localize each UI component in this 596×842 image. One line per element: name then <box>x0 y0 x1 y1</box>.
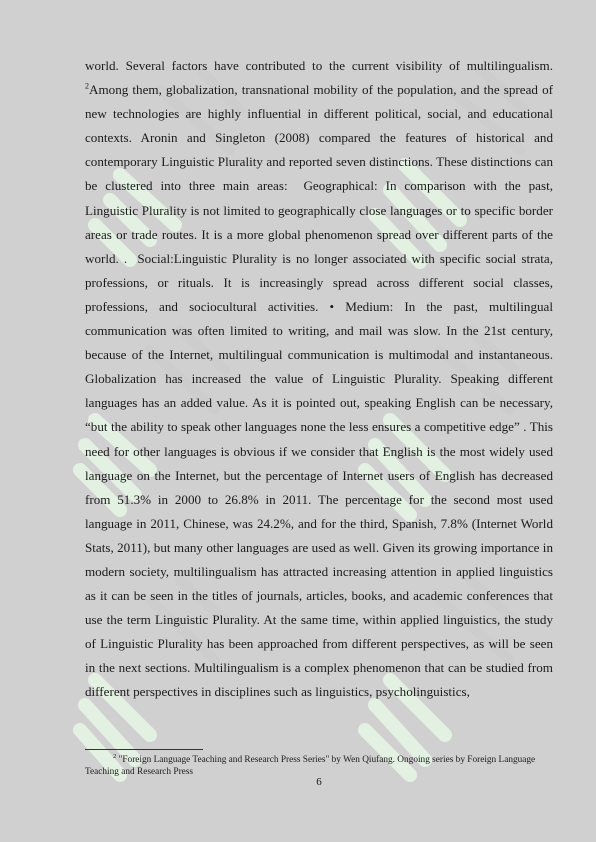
footnote-text: "Foreign Language Teaching and Research Press Series" by Wen Qiufang. Ongoing series by Foreign Language Teaching and Research Press <box>85 755 536 777</box>
footnote-marker: 2 <box>113 752 117 760</box>
footnote-reference[interactable]: 2 <box>85 81 89 91</box>
paragraph-start: world. Several factors have contributed to the current visibility of multilingualism. <box>85 58 553 73</box>
page-number: 6 <box>316 776 322 788</box>
footnote-separator <box>85 749 203 750</box>
body-paragraph <box>85 54 553 705</box>
footnote <box>85 754 543 778</box>
paragraph-rest: Among them, globalization, transnational mobility of the population, and the spread of new technologies are highly influential in different political, social, and educational contexts. Aronin and Singleton (2008) compared the features of historical and contemporary Linguistic Plurality and reported seven distinctions. These distinctions can be clustered into three main areas: Geographical: In comparison with the past, Linguistic Plurality is not limited to geographically close languages or to specific border areas or trade routes. It is a more global phenomenon spread over different parts of the world. . Social:Linguistic Plurality is no longer associated with specific social strata, professions, or rituals. It is increasingly spread across different social classes, professions, and sociocultural activities. • Medium: In the past, multilingual communication was often limited to writing, and mail was slow. In the 21st century, because of the Internet, multilingual communication is multimodal and instantaneous. Globalization has increased the value of Linguistic Plurality. Speaking different languages has an added value. As it is pointed out, speaking English can be necessary, “but the ability to speak other languages none the less ensures a competitive edge” . This need for other languages is obvious if we consider that English is the most widely used language on the Internet, but the percentage of Internet users of English has decreased from 51.3% in 2000 to 26.8% in 2011. The percentage for the second most used language in 2011, Chinese, was 24.2%, and for the third, Spanish, 7.8% (Internet World Stats, 2011), but many other languages are used as well. Given its growing importance in modern society, multilingualism has attracted increasing attention in applied linguistics as it can be seen in the titles of journals, articles, books, and academic conferences that use the term Linguistic Plurality. At the same time, within applied linguistics, the study of Linguistic Plurality has been approached from different perspectives, as will be seen in the next sections. Multilingualism is a complex phenomenon that can be studied from different perspectives in disciplines such as linguistics, psycholinguistics, <box>85 82 553 700</box>
